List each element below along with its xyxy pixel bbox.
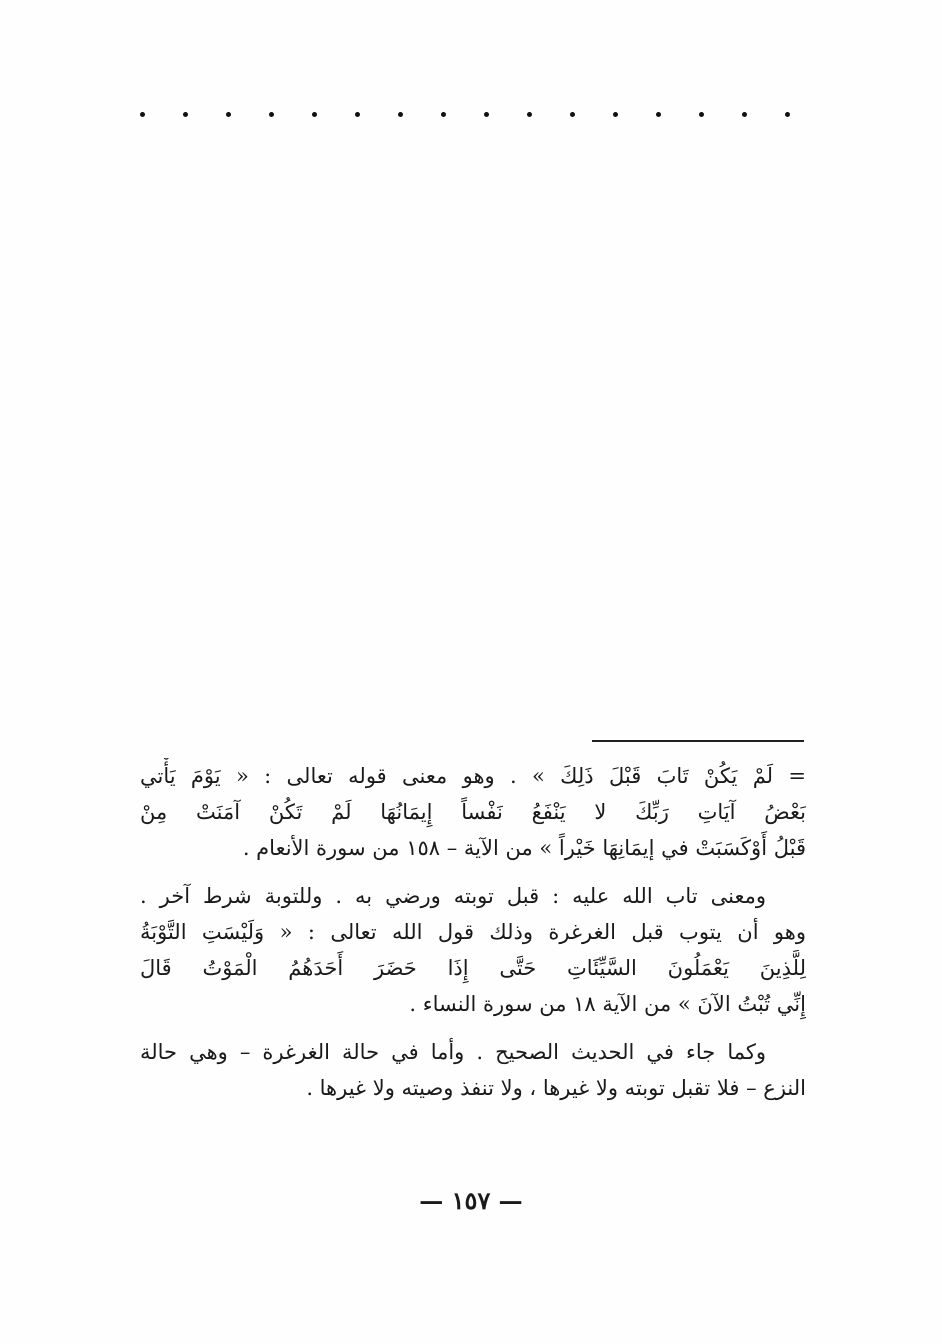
footnote-paragraph-3	[140, 1034, 806, 1106]
separator-dot	[484, 112, 489, 117]
separator-dot	[269, 112, 274, 117]
separator-dot	[441, 112, 446, 117]
separator-dot	[312, 112, 317, 117]
footnote-line: وكما جاء في الحديث الصحيح . وأما في حالة الغرغرة – وهي حالة	[140, 1040, 766, 1064]
separator-dot	[742, 112, 747, 117]
footnote-line: بَعْضُ آيَاتِ رَبِّكَ لا يَنْفَعُ نَفْساً إِيمَانُهَا لَمْ تَكُنْ آمَنَتْ مِنْ	[140, 800, 806, 824]
footnote-line: لِلَّذِينَ يَعْمَلُونَ السَّيِّئَاتِ حَتَّى إِذَا حَضَرَ أَحَدَهُمُ الْمَوْتُ قَالَ	[140, 956, 806, 980]
separator-dot	[613, 112, 618, 117]
footnote-rule	[592, 740, 804, 742]
footnote-line: قَبْلُ أَوْكَسَبَتْ في إيمَانِهَا خَيْراً » من الآية – ١٥٨ من سورة الأنعام .	[242, 836, 806, 860]
footnote-line: النزع – فلا تقبل توبته ولا غيرها ، ولا تنفذ وصيته ولا غيرها .	[306, 1076, 806, 1100]
separator-dot	[226, 112, 231, 117]
separator-dot	[140, 112, 145, 117]
separator-dot	[527, 112, 532, 117]
footnote-paragraph-1	[140, 758, 806, 866]
separator-dot	[398, 112, 403, 117]
footnote-line: = لَمْ يَكُنْ تَابَ قَبْلَ ذَلِكَ » . وهو معنى قوله تعالى : « يَوْمَ يَأْتي	[140, 764, 806, 788]
separator-dot	[355, 112, 360, 117]
section-separator-dots	[140, 104, 790, 124]
separator-dot	[656, 112, 661, 117]
page-number: — ١٥٧ —	[419, 1186, 523, 1215]
separator-dot	[785, 112, 790, 117]
footnote-line: ومعنى تاب الله عليه : قبل توبته ورضي به . وللتوبة شرط آخر .	[140, 884, 766, 908]
separator-dot	[570, 112, 575, 117]
separator-dot	[183, 112, 188, 117]
footnote-line: إِنِّي تُبْتُ الآنَ » من الآية ١٨ من سورة النساء .	[409, 992, 806, 1016]
footnotes	[140, 758, 806, 1118]
footnote-line: وهو أن يتوب قبل الغرغرة وذلك قول الله تعالى : « وَلَيْسَتِ التَّوْبَةُ	[140, 920, 806, 944]
separator-dot	[699, 112, 704, 117]
footnote-paragraph-2	[140, 878, 806, 1022]
